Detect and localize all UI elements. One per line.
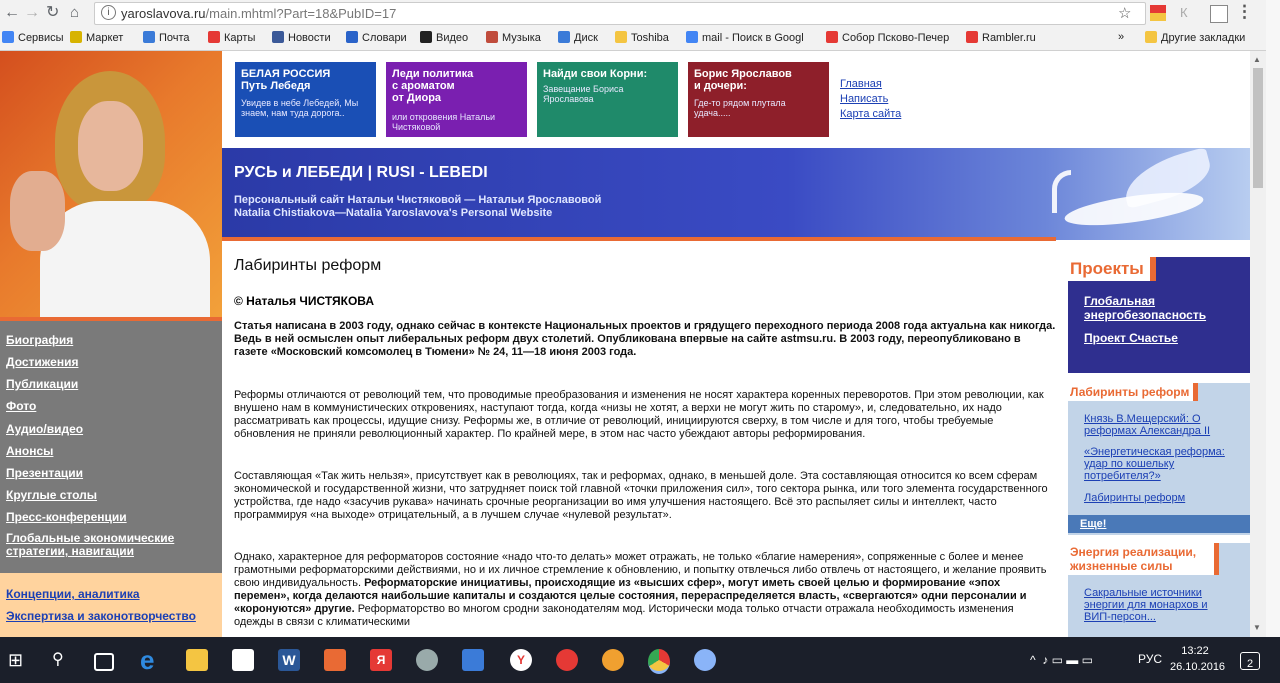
link-write[interactable]: Написать: [840, 93, 889, 105]
address-bar[interactable]: [94, 2, 1146, 25]
reforms-block: [1068, 383, 1250, 535]
more-link[interactable]: Еще!: [1080, 518, 1107, 530]
article-author: © Наталья ЧИСТЯКОВА: [234, 294, 375, 308]
nav-expertise[interactable]: Экспертиза и законотворчество: [6, 609, 196, 623]
yandex-icon: [826, 31, 838, 43]
author-photo: [0, 51, 222, 317]
scroll-up-icon[interactable]: ▲: [1253, 55, 1261, 64]
yandex-icon[interactable]: Я: [370, 649, 392, 671]
link-home[interactable]: Главная: [840, 78, 882, 90]
reform-link[interactable]: Лабиринты реформ: [1084, 492, 1186, 504]
site-header: [222, 148, 1250, 240]
scroll-down-icon[interactable]: ▼: [1253, 623, 1261, 632]
article-title: Лабиринты реформ: [234, 257, 382, 274]
folder-icon: [615, 31, 627, 43]
mail-icon[interactable]: [462, 649, 484, 671]
start-icon[interactable]: ⊞: [8, 650, 24, 670]
nav-round-tables[interactable]: Круглые столы: [6, 488, 98, 502]
bookmark-star-icon[interactable]: ☆: [1118, 5, 1132, 22]
word-icon[interactable]: W: [278, 649, 300, 671]
nav-global-strategies[interactable]: Глобальные экономические стратегии, навигации: [6, 531, 175, 558]
bookmark-item[interactable]: Новости: [272, 31, 331, 44]
link-sitemap[interactable]: Карта сайта: [840, 108, 902, 120]
browser-toolbar: [0, 0, 1280, 27]
top-links: [840, 77, 901, 122]
left-navigation-secondary: [0, 573, 222, 637]
nav-press-conferences[interactable]: Пресс-конференции: [6, 510, 127, 524]
language-indicator[interactable]: РУС: [1138, 652, 1163, 666]
energy-block: [1068, 543, 1250, 637]
maps-icon: [208, 31, 220, 43]
video-icon: [420, 31, 432, 43]
banner-find-roots[interactable]: Найди свои Корни: Завещание Бориса Ярославова: [537, 62, 678, 137]
search-icon[interactable]: ⚲: [52, 651, 64, 668]
nav-audio-video[interactable]: Аудио/видео: [6, 422, 84, 436]
left-navigation: [0, 317, 222, 573]
back-icon[interactable]: ←: [4, 4, 20, 21]
page-scrollbar[interactable]: [1250, 51, 1266, 637]
app-blue-icon[interactable]: [694, 649, 716, 671]
reload-icon[interactable]: ↻: [46, 4, 60, 21]
site-subtitle-en: Natalia Chistiakova—Natalia Yaroslavova's Personal Website: [234, 207, 553, 219]
reform-link[interactable]: «Энергетическая реформа: удар по кошельку потребителя?»: [1084, 446, 1225, 482]
yandex-icon: [966, 31, 978, 43]
mail-icon: [143, 31, 155, 43]
edge-icon[interactable]: e: [140, 645, 155, 675]
other-bookmarks[interactable]: Другие закладки: [1145, 31, 1245, 44]
energy-heading: Энергия реализации, жизненные силы: [1068, 543, 1219, 575]
nav-presentations[interactable]: Презентации: [6, 466, 84, 480]
site-title: РУСЬ и ЛЕБЕДИ | RUSI - LEBEDI: [234, 164, 488, 181]
extension-window-icon[interactable]: [1210, 5, 1228, 23]
home-icon[interactable]: ⌂: [70, 4, 80, 21]
article-paragraph: Составляющая «Так жить нельзя», присутствует как в революциях, так и реформах, однако, в меньшей доле. Эта составляющая относится ко всем сферам экономической и государственной жизни, что затрудняет поиск той главной «точки приложения сил», того сектора рынка, или того элемента государственного устройства, где надо «засучив рукава» начинать срочные реорганизации во имя улучшения настоящего. Всё это распыляет силы и интеллект, часто программируя «на выходе» отрицательный, а в лучшем случае «нулевой результат».: [234, 470, 1048, 521]
banner-lady-politics[interactable]: Леди политика с ароматом от Диора или откровения Натальи Чистяковой: [386, 62, 527, 137]
notifications-icon[interactable]: 2: [1240, 652, 1260, 670]
bookmark-item[interactable]: Маркет: [70, 31, 123, 44]
projects-block: [1068, 257, 1250, 373]
news-icon: [272, 31, 284, 43]
bookmark-item[interactable]: Rambler.ru: [966, 31, 1036, 44]
article-paragraph: Однако, характерное для реформаторов состояние «надо что-то делать» может отражать, не только «благие намерения», сопряженные с более и менее грамотными реформаторскими действиями, но и их личное стремление к обновлению, и попытку отвлечься либо отвлечь от настоящего, и желание проявить свою индивидуальность. Реформаторские инициативы, происходящие из «высших сфер», могут иметь своей целью и формирование «эпох перемен», когда делаются наибольшие капиталы и создаются целые состояния, перераспределяется власть, «свергаются» одни персоналии и «коронуются» другие. Реформаторство во многом сродни законодателям мод. Исторически мода только отчасти отражала необходимость изменения одежды в связи с климатическими: [234, 551, 1047, 628]
bookmark-item[interactable]: Диск: [558, 31, 598, 44]
banner-boris-yaroslavov[interactable]: Борис Ярославов и дочери: Где-то рядом плутала удача.....: [688, 62, 829, 137]
yandex-browser-icon[interactable]: Y: [510, 649, 532, 671]
bookmarks-bar: [0, 27, 1280, 51]
bookmark-item[interactable]: Видео: [420, 31, 468, 44]
nav-achievements[interactable]: Достижения: [6, 355, 79, 369]
extension-flag-icon[interactable]: [1150, 5, 1166, 21]
nav-biography[interactable]: Биография: [6, 333, 74, 347]
projects-heading: Проекты: [1068, 257, 1156, 281]
bookmark-item[interactable]: Toshiba: [615, 31, 669, 44]
clock-time: 13:22: [1181, 645, 1209, 657]
url-path: /main.mhtml?Part=18&PubID=17: [205, 6, 397, 21]
background-window-edge: [1266, 0, 1280, 637]
folder-icon: [1145, 31, 1157, 43]
system-tray-icons[interactable]: ^ ♪ ▭ ▬ ▭: [1030, 653, 1093, 667]
article-paragraph: Реформы отличаются от революций тем, что проводимые преобразования и изменения не носят характера коренных переворотов. При этом революции, как внушено нам в коммунистических откровениях, наступают тогда, когда «низы не хотят, а верхи не могут жить по старому», и, следовательно, их надо рассматривать как процессы, идущие снизу. Реформы же, в отличие от революций, инициируются сверху, в том числе и для того, чтобы требуемые обновления не приняли революционный характер. По крайней мере, в этом нас часто убеждают авторы реформирования.: [234, 389, 1044, 440]
apps-icon: [2, 31, 14, 43]
bookmark-item[interactable]: Карты: [208, 31, 255, 44]
url-host: yaroslavova.ru: [121, 6, 206, 21]
bookmark-item[interactable]: mail - Поиск в Googl: [686, 31, 804, 44]
energy-link[interactable]: Сакральные источники энергии для монархов и ВИП-персон...: [1084, 587, 1208, 623]
opera-icon[interactable]: [556, 649, 578, 671]
market-icon: [70, 31, 82, 43]
article-intro: Статья написана в 2003 году, однако сейчас в контексте Национальных проектов и грядущего переходного периода 2008 года актуальна как никогда. Ведь в ней осмыслен опыт либеральных реформ двух столетий. Опубликована впервые на сайте astmsu.ru. В 2003 году, переопубликовано в газете «Московский комсомолец в Тюмени» № 24, 11—18 июня 2003 года.: [234, 320, 1056, 358]
bookmark-item[interactable]: Собор Псково-Печер: [826, 31, 949, 44]
site-subtitle-ru: Персональный сайт Натальи Чистяковой — Натальи Ярославовой: [234, 194, 602, 206]
menu-icon[interactable]: ⋮: [1236, 2, 1253, 21]
more-bar: [1068, 515, 1250, 533]
reform-link[interactable]: Князь В.Мещерский: О реформах Александра II: [1084, 413, 1211, 437]
task-view-icon[interactable]: [94, 653, 114, 671]
clock[interactable]: [1170, 643, 1226, 675]
dictionary-icon: [346, 31, 358, 43]
taskbar: [0, 637, 1280, 683]
banner-white-russia[interactable]: БЕЛАЯ РОССИЯ Путь Лебедя Увидев в небе Лебедей, Мы знаем, нам туда дорога..: [235, 62, 376, 137]
app-circle-icon[interactable]: [416, 649, 438, 671]
web-page: [0, 51, 1250, 637]
music-icon: [486, 31, 498, 43]
nav-publications[interactable]: Публикации: [6, 377, 79, 391]
bookmark-item[interactable]: Почта: [143, 31, 190, 44]
google-icon: [686, 31, 698, 43]
project-link[interactable]: Проект Счастье: [1084, 331, 1178, 345]
bookmark-item[interactable]: Сервисы: [2, 31, 64, 44]
reforms-heading: Лабиринты реформ: [1068, 383, 1198, 401]
nav-concepts[interactable]: Концепции, аналитика: [6, 587, 140, 601]
bookmark-item[interactable]: Музыка: [486, 31, 541, 44]
scroll-thumb[interactable]: [1253, 68, 1263, 188]
info-icon[interactable]: i: [101, 5, 116, 20]
disk-icon: [558, 31, 570, 43]
project-link[interactable]: Глобальная энергобезопасность: [1084, 294, 1207, 322]
file-explorer-icon[interactable]: [186, 649, 208, 671]
nav-announcements[interactable]: Анонсы: [6, 444, 54, 458]
clock-date: 26.10.2016: [1170, 661, 1226, 673]
app-orange-icon[interactable]: [602, 649, 624, 671]
divider: [222, 237, 1056, 241]
nav-photo[interactable]: Фото: [6, 399, 37, 413]
extension-k-icon[interactable]: К: [1180, 5, 1188, 20]
store-icon[interactable]: [232, 649, 254, 671]
media-icon[interactable]: [324, 649, 346, 671]
bookmarks-more[interactable]: »: [1118, 31, 1125, 43]
forward-icon[interactable]: →: [24, 4, 40, 21]
chrome-icon[interactable]: [648, 649, 670, 674]
bookmark-item[interactable]: Словари: [346, 31, 407, 44]
